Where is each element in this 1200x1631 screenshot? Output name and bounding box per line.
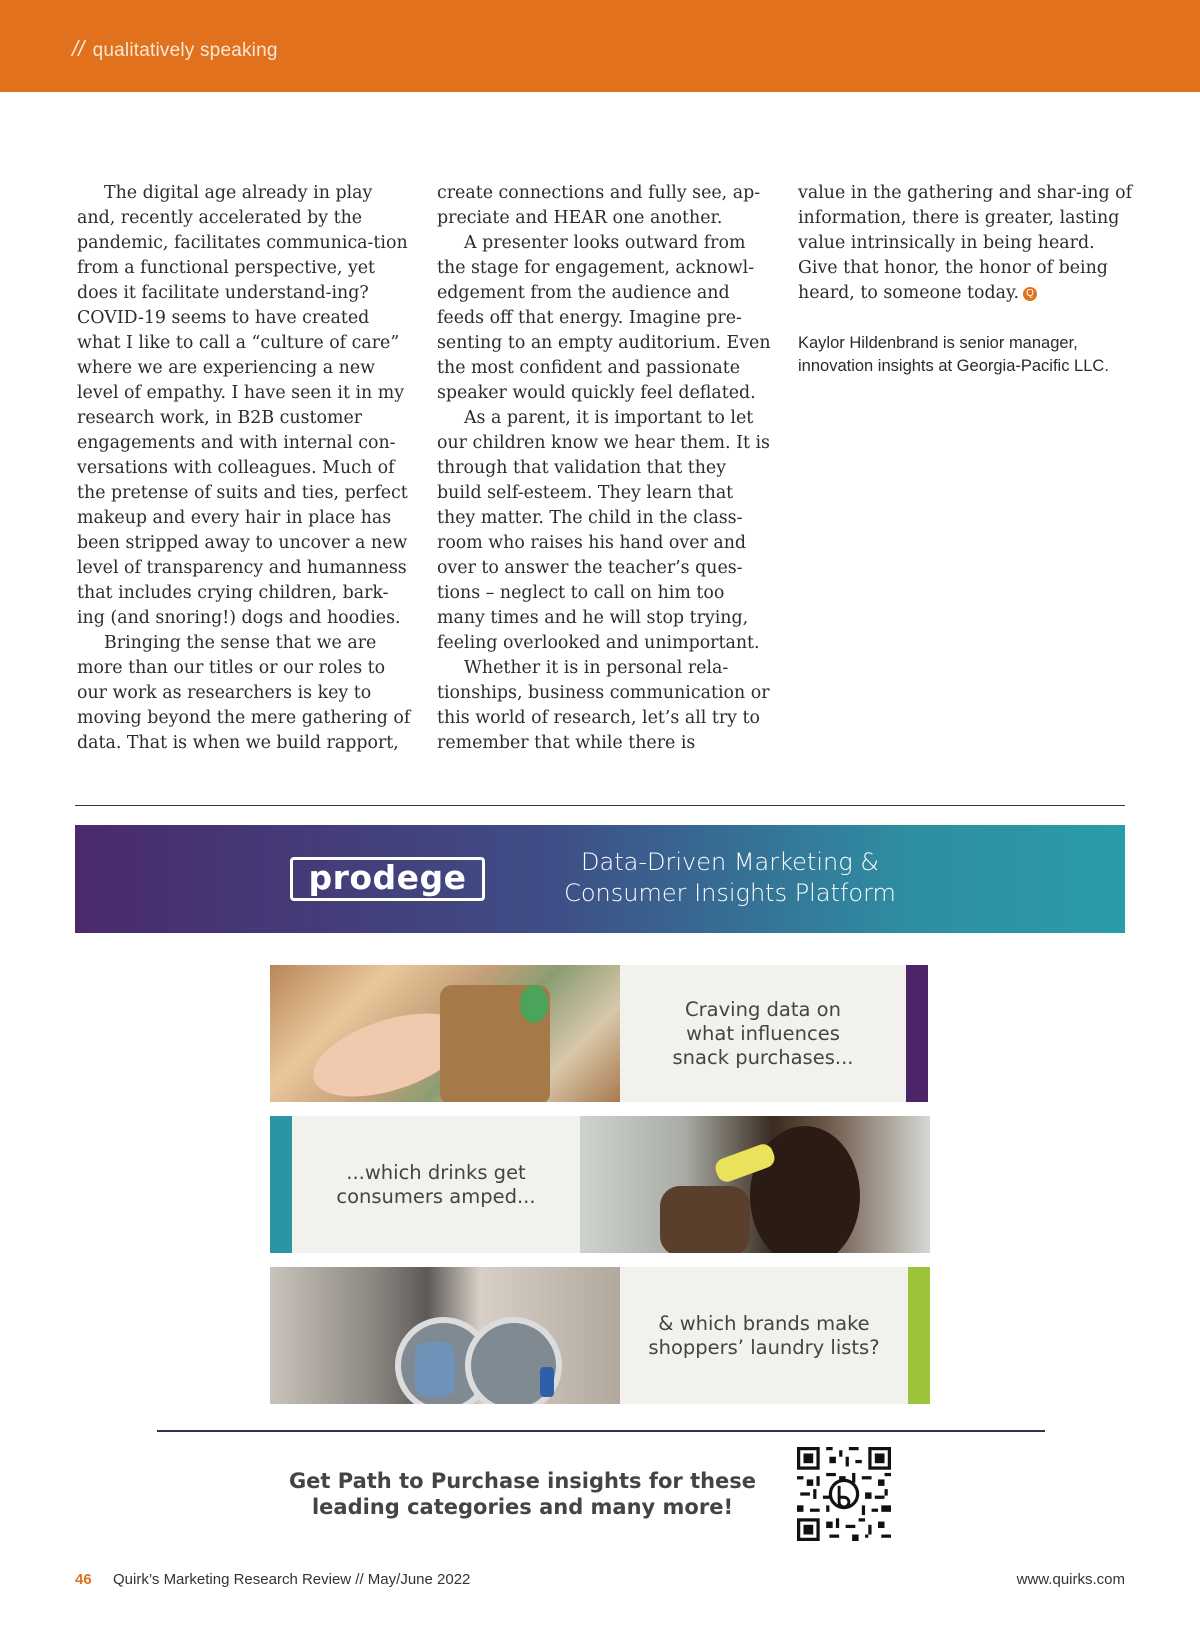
child-shape — [415, 1342, 455, 1397]
ad-panel-drinks — [270, 1116, 930, 1253]
ad-panel-text: & which brands make — [658, 1311, 870, 1335]
ad-panel-accent — [908, 1267, 930, 1404]
article-paragraph: A presenter looks outward from the stage for engagement, acknowl-edgement from the audience and feeds off that energy. Imagine pre-senting to an empty auditorium. Even the most confident and passionate speaker would quickly feel deflated. — [437, 233, 771, 403]
section-header-bar — [0, 0, 1200, 92]
ad-panel-text: shoppers’ laundry lists? — [648, 1335, 880, 1359]
detergent-bottle-shape — [540, 1367, 554, 1397]
ad-panel-text: ...which drinks get — [346, 1160, 526, 1184]
article-paragraph: The digital age already in play and, recently accelerated by the pandemic, facilitates communica-tion from a functional perspective, yet does it facilitate understand-ing? COVID-19 seems to have created what I like to call a “culture of care” where we are experiencing a new level of empathy. I have seen it in my research work, in B2B customer engagements and with internal con-versations with colleagues. Much of the pretense of suits and ties, perfect makeup and every hair in place has been stripped away to uncover a new level of transparency and humanness that includes crying children, bark-ing (and snoring!) dogs and hoodies. — [77, 183, 408, 628]
cta-line: leading categories and many more! — [311, 1495, 734, 1519]
article-paragraph: Bringing the sense that we are more than our titles or our roles to our work as researchers is key to moving beyond the mere gathering of data. That is when we build rapport, — [77, 633, 411, 753]
website-link[interactable]: www.quirks.com — [1016, 1571, 1125, 1588]
end-of-article-icon: Q — [1023, 287, 1037, 301]
ad-headline-line: Consumer Insights Platform — [564, 879, 896, 907]
article-paragraph: As a parent, it is important to let our children know we hear them. It is through that validation that they build self-esteem. They learn that they matter. The child in the class-room who raises his hand over and over to answer the teacher’s ques-tions – neglect to call on him too many times and he will stop trying, feeling overlooked and unimportant. — [437, 408, 770, 653]
ad-divider — [157, 1430, 1045, 1432]
hand-shape — [660, 1186, 750, 1253]
article-paragraph: create connections and fully see, ap-preciate and HEAR one another. — [437, 183, 761, 228]
article-column-2 — [437, 181, 772, 756]
section-name: qualitatively speaking — [92, 40, 278, 61]
laundry-photo — [270, 1267, 620, 1404]
cta-line: Get Path to Purchase insights for these — [288, 1469, 757, 1493]
ad-headline — [530, 847, 930, 909]
ad-call-to-action — [260, 1468, 785, 1520]
section-label — [72, 36, 278, 62]
ad-panel-accent — [270, 1116, 292, 1253]
ad-banner[interactable] — [75, 825, 1125, 933]
ad-panel-text-box — [620, 1267, 908, 1404]
ad-panel-text: Craving data on — [685, 997, 841, 1021]
ad-panel-text-box — [620, 965, 906, 1102]
article-column-3 — [798, 181, 1133, 378]
ad-panel-laundry — [270, 1267, 930, 1404]
bag-clip-shape — [520, 985, 548, 1023]
section-slashes: // — [72, 36, 85, 61]
publication-info: Quirk’s Marketing Research Review // May/June 2022 — [113, 1571, 471, 1588]
ad-panel-text-box — [292, 1116, 580, 1253]
ad-panel-text: snack purchases... — [672, 1045, 854, 1069]
qr-code-icon[interactable] — [797, 1447, 891, 1541]
ad-panel-text: consumers amped... — [336, 1184, 536, 1208]
prodege-logo: prodege — [290, 857, 485, 901]
snack-photo — [270, 965, 620, 1102]
article-paragraph: Whether it is in personal rela-tionships, business communication or this world of research, let’s all try to remember that while there is — [437, 658, 770, 753]
ad-headline-line: Data-Driven Marketing & — [581, 848, 879, 876]
divider — [75, 805, 1125, 806]
article-paragraph — [798, 181, 1133, 306]
page-number: 46 — [75, 1571, 92, 1588]
author-bio: Kaylor Hildenbrand is senior manager, innovation insights at Georgia-Pacific LLC. — [798, 334, 1109, 375]
ad-panel-text: what influences — [686, 1021, 840, 1045]
ad-panel-snacks — [270, 965, 930, 1102]
ad-panel-accent — [906, 965, 928, 1102]
drink-photo — [580, 1116, 930, 1253]
article-column-1 — [77, 181, 412, 756]
article-closing-text: value in the gathering and shar-ing of information, there is greater, lasting value intrinsically in being heard. Give that honor, the honor of being heard, to someone today. — [798, 183, 1133, 303]
